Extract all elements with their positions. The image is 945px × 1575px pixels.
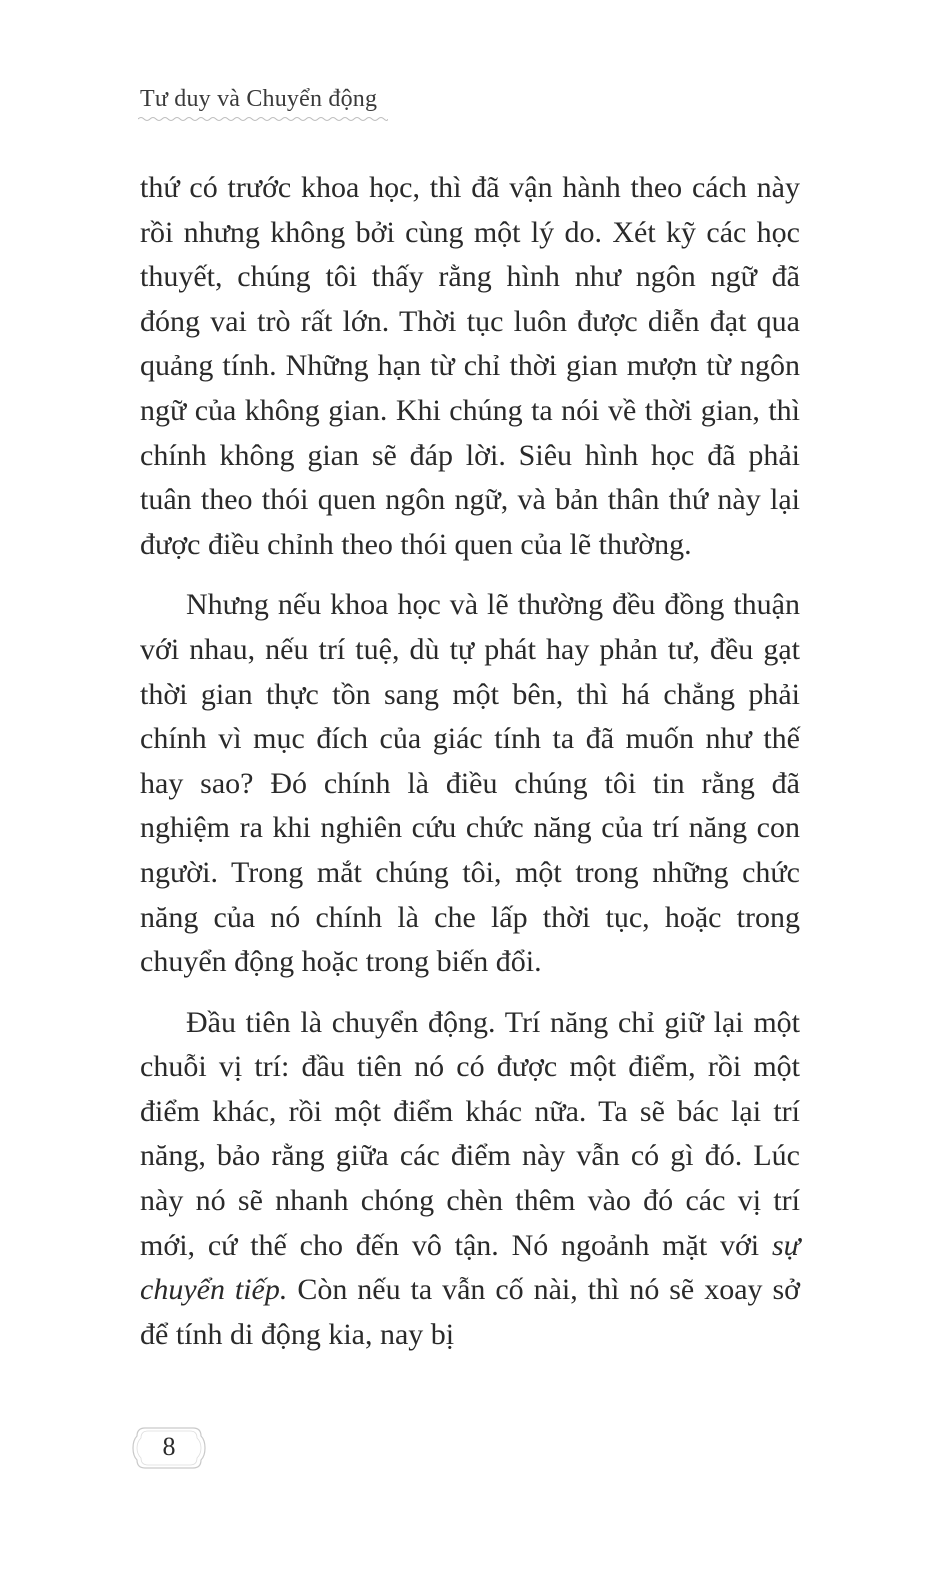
paragraph-1: thứ có trước khoa học, thì đã vận hành theo cách này rồi nhưng không bởi cùng một lý do. Xét kỹ các học thuyết, chúng tôi thấy rằng hình như ngôn ngữ đã đóng vai trò rất lớn. Thời tục luôn được diễn đạt qua quảng tính. Những hạn từ chỉ thời gian mượn từ ngôn ngữ của không gian. Khi chúng ta nói về thời gian, thì chính không gian sẽ đáp lời. Siêu hình học đã phải tuân theo thói quen ngôn ngữ, và bản thân thứ này lại được điều chỉnh theo thói quen của lẽ thường. [140, 171, 800, 561]
page-number: 8 [162, 1432, 176, 1461]
header-wavy-rule [138, 116, 388, 122]
running-header: Tư duy và Chuyển động [140, 86, 378, 112]
paragraph-3-text-end: Còn nếu ta vẫn cố nài, thì nó sẽ xoay sở để tính di động kia, nay bị [140, 1273, 800, 1351]
paragraph-2: Nhưng nếu khoa học và lẽ thường đều đồng thuận với nhau, nếu trí tuệ, dù tự phát hay phản tư, đều gạt thời gian thực tồn sang một bên, thì há chẳng phải chính vì mục đích của giác tính ta đã muốn như thế hay sao? Đó chính là điều chúng tôi tin rằng đã nghiệm ra khi nghiên cứu chức năng của trí năng con người. Trong mắt chúng tôi, một trong những chức năng của nó chính là che lấp thời tục, hoặc trong chuyển động hoặc trong biến đổi. [140, 588, 800, 979]
paragraph-3 [140, 1001, 800, 1358]
body-text [140, 166, 800, 1373]
paragraph-3-text-start: Đầu tiên là chuyển động. Trí năng chỉ giữ lại một chuỗi vị trí: đầu tiên nó có được một điểm, rồi một điểm khác, rồi một điểm khác nữa. Ta sẽ bác lại trí năng, bảo rằng giữa các điểm này vẫn có gì đó. Lúc này nó sẽ nhanh chóng chèn thêm vào đó các vị trí mới, cứ thế cho đến vô tận. Nó ngoảnh mặt với [140, 1005, 800, 1262]
page-number-badge [131, 1422, 207, 1474]
paragraph-3-italic-term: sự chuyển tiếp. [140, 1228, 800, 1307]
